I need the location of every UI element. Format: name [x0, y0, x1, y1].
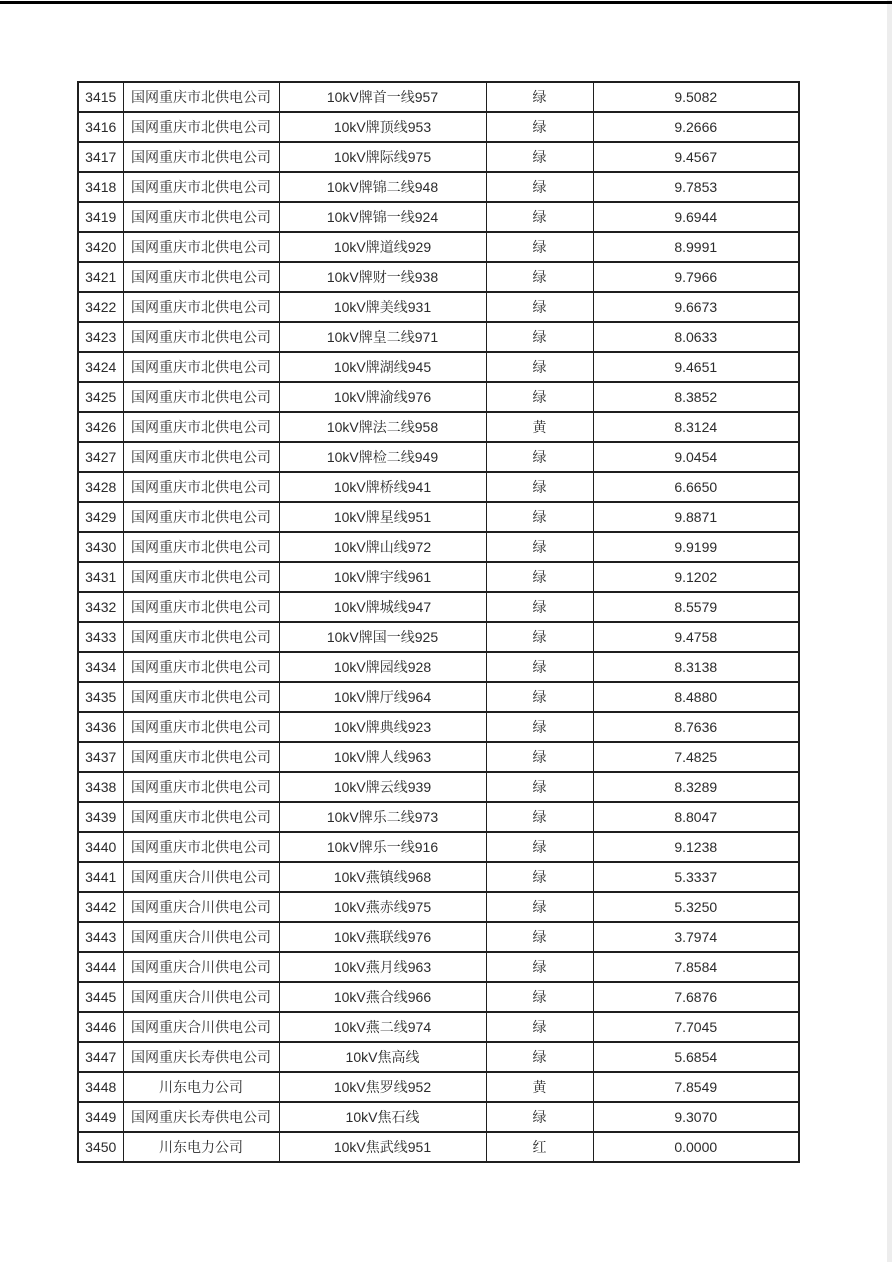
cell-line-name: 10kV焦罗线952 — [279, 1072, 486, 1102]
cell-line-name: 10kV牌检二线949 — [279, 442, 486, 472]
cell-serial-number: 3418 — [78, 172, 123, 202]
cell-status-color: 绿 — [486, 592, 593, 622]
cell-company-name: 国网重庆合川供电公司 — [123, 922, 279, 952]
cell-line-name: 10kV牌园线928 — [279, 652, 486, 682]
cell-value: 9.7853 — [593, 172, 799, 202]
cell-value: 9.2666 — [593, 112, 799, 142]
table-row — [78, 982, 799, 1012]
cell-line-name: 10kV牌乐二线973 — [279, 802, 486, 832]
cell-line-name: 10kV牌山线972 — [279, 532, 486, 562]
cell-line-name: 10kV牌星线951 — [279, 502, 486, 532]
cell-company-name: 国网重庆市北供电公司 — [123, 592, 279, 622]
cell-status-color: 绿 — [486, 502, 593, 532]
cell-value: 9.5082 — [593, 82, 799, 112]
cell-company-name: 国网重庆市北供电公司 — [123, 112, 279, 142]
cell-serial-number: 3444 — [78, 952, 123, 982]
cell-line-name: 10kV牌际线975 — [279, 142, 486, 172]
cell-status-color: 绿 — [486, 772, 593, 802]
table-row — [78, 322, 799, 352]
cell-status-color: 绿 — [486, 1012, 593, 1042]
cell-company-name: 国网重庆市北供电公司 — [123, 172, 279, 202]
cell-line-name: 10kV牌国一线925 — [279, 622, 486, 652]
cell-company-name: 国网重庆市北供电公司 — [123, 412, 279, 442]
table-row — [78, 82, 799, 112]
cell-serial-number: 3446 — [78, 1012, 123, 1042]
cell-serial-number: 3441 — [78, 862, 123, 892]
cell-value: 8.9991 — [593, 232, 799, 262]
cell-serial-number: 3427 — [78, 442, 123, 472]
cell-status-color: 绿 — [486, 292, 593, 322]
cell-value: 9.4651 — [593, 352, 799, 382]
cell-serial-number: 3428 — [78, 472, 123, 502]
cell-serial-number: 3434 — [78, 652, 123, 682]
table-row — [78, 172, 799, 202]
cell-company-name: 川东电力公司 — [123, 1132, 279, 1162]
cell-line-name: 10kV燕赤线975 — [279, 892, 486, 922]
cell-serial-number: 3431 — [78, 562, 123, 592]
cell-value: 7.6876 — [593, 982, 799, 1012]
cell-value: 7.4825 — [593, 742, 799, 772]
cell-company-name: 国网重庆长寿供电公司 — [123, 1102, 279, 1132]
cell-status-color: 绿 — [486, 532, 593, 562]
cell-status-color: 绿 — [486, 262, 593, 292]
table-row — [78, 382, 799, 412]
cell-line-name: 10kV燕合线966 — [279, 982, 486, 1012]
cell-serial-number: 3416 — [78, 112, 123, 142]
cell-serial-number: 3439 — [78, 802, 123, 832]
cell-serial-number: 3424 — [78, 352, 123, 382]
cell-serial-number: 3417 — [78, 142, 123, 172]
cell-value: 9.7966 — [593, 262, 799, 292]
cell-serial-number: 3422 — [78, 292, 123, 322]
cell-value: 5.3337 — [593, 862, 799, 892]
cell-status-color: 绿 — [486, 862, 593, 892]
cell-status-color: 绿 — [486, 442, 593, 472]
cell-value: 3.7974 — [593, 922, 799, 952]
table-row — [78, 1102, 799, 1132]
cell-serial-number: 3443 — [78, 922, 123, 952]
cell-value: 7.8584 — [593, 952, 799, 982]
table-row — [78, 682, 799, 712]
table-row — [78, 562, 799, 592]
cell-line-name: 10kV牌锦二线948 — [279, 172, 486, 202]
cell-value: 8.5579 — [593, 592, 799, 622]
cell-company-name: 国网重庆长寿供电公司 — [123, 1042, 279, 1072]
page-right-edge — [887, 0, 892, 1262]
cell-company-name: 国网重庆市北供电公司 — [123, 382, 279, 412]
cell-value: 9.4567 — [593, 142, 799, 172]
cell-status-color: 绿 — [486, 802, 593, 832]
cell-status-color: 绿 — [486, 652, 593, 682]
table-row — [78, 832, 799, 862]
cell-company-name: 国网重庆合川供电公司 — [123, 862, 279, 892]
cell-serial-number: 3436 — [78, 712, 123, 742]
cell-company-name: 国网重庆市北供电公司 — [123, 802, 279, 832]
cell-value: 8.3124 — [593, 412, 799, 442]
cell-status-color: 绿 — [486, 742, 593, 772]
cell-status-color: 绿 — [486, 352, 593, 382]
cell-serial-number: 3435 — [78, 682, 123, 712]
cell-status-color: 绿 — [486, 232, 593, 262]
cell-company-name: 国网重庆市北供电公司 — [123, 202, 279, 232]
cell-company-name: 国网重庆市北供电公司 — [123, 532, 279, 562]
cell-status-color: 绿 — [486, 322, 593, 352]
cell-line-name: 10kV牌财一线938 — [279, 262, 486, 292]
table-row — [78, 1042, 799, 1072]
table-row — [78, 412, 799, 442]
cell-status-color: 黄 — [486, 1072, 593, 1102]
cell-status-color: 绿 — [486, 952, 593, 982]
cell-serial-number: 3419 — [78, 202, 123, 232]
cell-company-name: 国网重庆市北供电公司 — [123, 652, 279, 682]
cell-status-color: 绿 — [486, 832, 593, 862]
cell-serial-number: 3433 — [78, 622, 123, 652]
cell-company-name: 国网重庆市北供电公司 — [123, 472, 279, 502]
cell-serial-number: 3425 — [78, 382, 123, 412]
cell-status-color: 红 — [486, 1132, 593, 1162]
cell-serial-number: 3426 — [78, 412, 123, 442]
cell-company-name: 川东电力公司 — [123, 1072, 279, 1102]
cell-line-name: 10kV牌渝线976 — [279, 382, 486, 412]
cell-value: 9.6944 — [593, 202, 799, 232]
cell-company-name: 国网重庆市北供电公司 — [123, 442, 279, 472]
cell-company-name: 国网重庆市北供电公司 — [123, 622, 279, 652]
cell-value: 8.4880 — [593, 682, 799, 712]
cell-company-name: 国网重庆市北供电公司 — [123, 682, 279, 712]
cell-serial-number: 3448 — [78, 1072, 123, 1102]
cell-line-name: 10kV牌城线947 — [279, 592, 486, 622]
cell-value: 8.8047 — [593, 802, 799, 832]
page-top-border — [0, 1, 892, 4]
table-row — [78, 1012, 799, 1042]
cell-company-name: 国网重庆市北供电公司 — [123, 142, 279, 172]
cell-serial-number: 3445 — [78, 982, 123, 1012]
cell-status-color: 绿 — [486, 1102, 593, 1132]
cell-status-color: 绿 — [486, 712, 593, 742]
cell-value: 8.0633 — [593, 322, 799, 352]
cell-serial-number: 3423 — [78, 322, 123, 352]
cell-value: 8.3289 — [593, 772, 799, 802]
cell-line-name: 10kV燕联线976 — [279, 922, 486, 952]
cell-company-name: 国网重庆市北供电公司 — [123, 82, 279, 112]
cell-value: 8.3138 — [593, 652, 799, 682]
cell-company-name: 国网重庆市北供电公司 — [123, 292, 279, 322]
cell-status-color: 绿 — [486, 112, 593, 142]
cell-line-name: 10kV燕月线963 — [279, 952, 486, 982]
cell-company-name: 国网重庆市北供电公司 — [123, 562, 279, 592]
cell-company-name: 国网重庆市北供电公司 — [123, 742, 279, 772]
cell-line-name: 10kV牌桥线941 — [279, 472, 486, 502]
table-row — [78, 472, 799, 502]
table-row — [78, 742, 799, 772]
cell-company-name: 国网重庆市北供电公司 — [123, 772, 279, 802]
table-row — [78, 352, 799, 382]
cell-status-color: 绿 — [486, 142, 593, 172]
cell-line-name: 10kV牌美线931 — [279, 292, 486, 322]
cell-line-name: 10kV焦武线951 — [279, 1132, 486, 1162]
cell-line-name: 10kV牌锦一线924 — [279, 202, 486, 232]
cell-serial-number: 3432 — [78, 592, 123, 622]
cell-serial-number: 3449 — [78, 1102, 123, 1132]
cell-line-name: 10kV牌法二线958 — [279, 412, 486, 442]
cell-line-name: 10kV焦高线 — [279, 1042, 486, 1072]
cell-company-name: 国网重庆市北供电公司 — [123, 232, 279, 262]
cell-status-color: 绿 — [486, 892, 593, 922]
table-row — [78, 262, 799, 292]
cell-value: 5.6854 — [593, 1042, 799, 1072]
cell-status-color: 绿 — [486, 382, 593, 412]
cell-line-name: 10kV牌首一线957 — [279, 82, 486, 112]
cell-status-color: 绿 — [486, 202, 593, 232]
table-row — [78, 532, 799, 562]
cell-line-name: 10kV牌道线929 — [279, 232, 486, 262]
cell-status-color: 绿 — [486, 172, 593, 202]
table-row — [78, 862, 799, 892]
cell-serial-number: 3442 — [78, 892, 123, 922]
cell-value: 7.7045 — [593, 1012, 799, 1042]
cell-serial-number: 3430 — [78, 532, 123, 562]
cell-line-name: 10kV牌云线939 — [279, 772, 486, 802]
cell-value: 9.3070 — [593, 1102, 799, 1132]
cell-serial-number: 3450 — [78, 1132, 123, 1162]
cell-company-name: 国网重庆市北供电公司 — [123, 502, 279, 532]
cell-status-color: 绿 — [486, 922, 593, 952]
cell-company-name: 国网重庆合川供电公司 — [123, 982, 279, 1012]
cell-serial-number: 3438 — [78, 772, 123, 802]
cell-company-name: 国网重庆市北供电公司 — [123, 262, 279, 292]
cell-line-name: 10kV牌宇线961 — [279, 562, 486, 592]
cell-value: 7.8549 — [593, 1072, 799, 1102]
cell-status-color: 绿 — [486, 622, 593, 652]
cell-value: 6.6650 — [593, 472, 799, 502]
cell-company-name: 国网重庆市北供电公司 — [123, 322, 279, 352]
table-row — [78, 502, 799, 532]
cell-value: 0.0000 — [593, 1132, 799, 1162]
cell-status-color: 绿 — [486, 682, 593, 712]
table-row — [78, 952, 799, 982]
cell-line-name: 10kV牌厅线964 — [279, 682, 486, 712]
table-row — [78, 202, 799, 232]
table-row — [78, 922, 799, 952]
cell-value: 9.4758 — [593, 622, 799, 652]
cell-value: 9.1202 — [593, 562, 799, 592]
cell-value: 8.7636 — [593, 712, 799, 742]
cell-value: 9.6673 — [593, 292, 799, 322]
cell-company-name: 国网重庆市北供电公司 — [123, 352, 279, 382]
cell-line-name: 10kV燕镇线968 — [279, 862, 486, 892]
cell-serial-number: 3420 — [78, 232, 123, 262]
table-row — [78, 232, 799, 262]
cell-status-color: 绿 — [486, 562, 593, 592]
cell-company-name: 国网重庆合川供电公司 — [123, 892, 279, 922]
cell-serial-number: 3429 — [78, 502, 123, 532]
cell-company-name: 国网重庆合川供电公司 — [123, 1012, 279, 1042]
cell-value: 5.3250 — [593, 892, 799, 922]
cell-line-name: 10kV牌皇二线971 — [279, 322, 486, 352]
table-row — [78, 652, 799, 682]
table-row — [78, 142, 799, 172]
cell-serial-number: 3421 — [78, 262, 123, 292]
cell-status-color: 绿 — [486, 1042, 593, 1072]
cell-company-name: 国网重庆合川供电公司 — [123, 952, 279, 982]
cell-value: 9.8871 — [593, 502, 799, 532]
power-line-table — [77, 81, 800, 1163]
table-row — [78, 442, 799, 472]
table-row — [78, 802, 799, 832]
table-row — [78, 712, 799, 742]
cell-line-name: 10kV牌湖线945 — [279, 352, 486, 382]
cell-serial-number: 3447 — [78, 1042, 123, 1072]
table-row — [78, 892, 799, 922]
cell-company-name: 国网重庆市北供电公司 — [123, 712, 279, 742]
cell-serial-number: 3437 — [78, 742, 123, 772]
cell-line-name: 10kV燕二线974 — [279, 1012, 486, 1042]
table-row — [78, 592, 799, 622]
cell-status-color: 绿 — [486, 982, 593, 1012]
cell-line-name: 10kV牌顶线953 — [279, 112, 486, 142]
cell-value: 9.1238 — [593, 832, 799, 862]
cell-status-color: 绿 — [486, 82, 593, 112]
cell-line-name: 10kV牌人线963 — [279, 742, 486, 772]
cell-status-color: 绿 — [486, 472, 593, 502]
cell-status-color: 黄 — [486, 412, 593, 442]
power-line-table-body — [78, 82, 799, 1162]
cell-serial-number: 3440 — [78, 832, 123, 862]
table-row — [78, 112, 799, 142]
cell-line-name: 10kV牌典线923 — [279, 712, 486, 742]
cell-value: 8.3852 — [593, 382, 799, 412]
table-row — [78, 1072, 799, 1102]
cell-line-name: 10kV焦石线 — [279, 1102, 486, 1132]
table-row — [78, 292, 799, 322]
table-row — [78, 772, 799, 802]
cell-line-name: 10kV牌乐一线916 — [279, 832, 486, 862]
table-row — [78, 1132, 799, 1162]
cell-value: 9.9199 — [593, 532, 799, 562]
cell-value: 9.0454 — [593, 442, 799, 472]
table-row — [78, 622, 799, 652]
cell-serial-number: 3415 — [78, 82, 123, 112]
cell-company-name: 国网重庆市北供电公司 — [123, 832, 279, 862]
